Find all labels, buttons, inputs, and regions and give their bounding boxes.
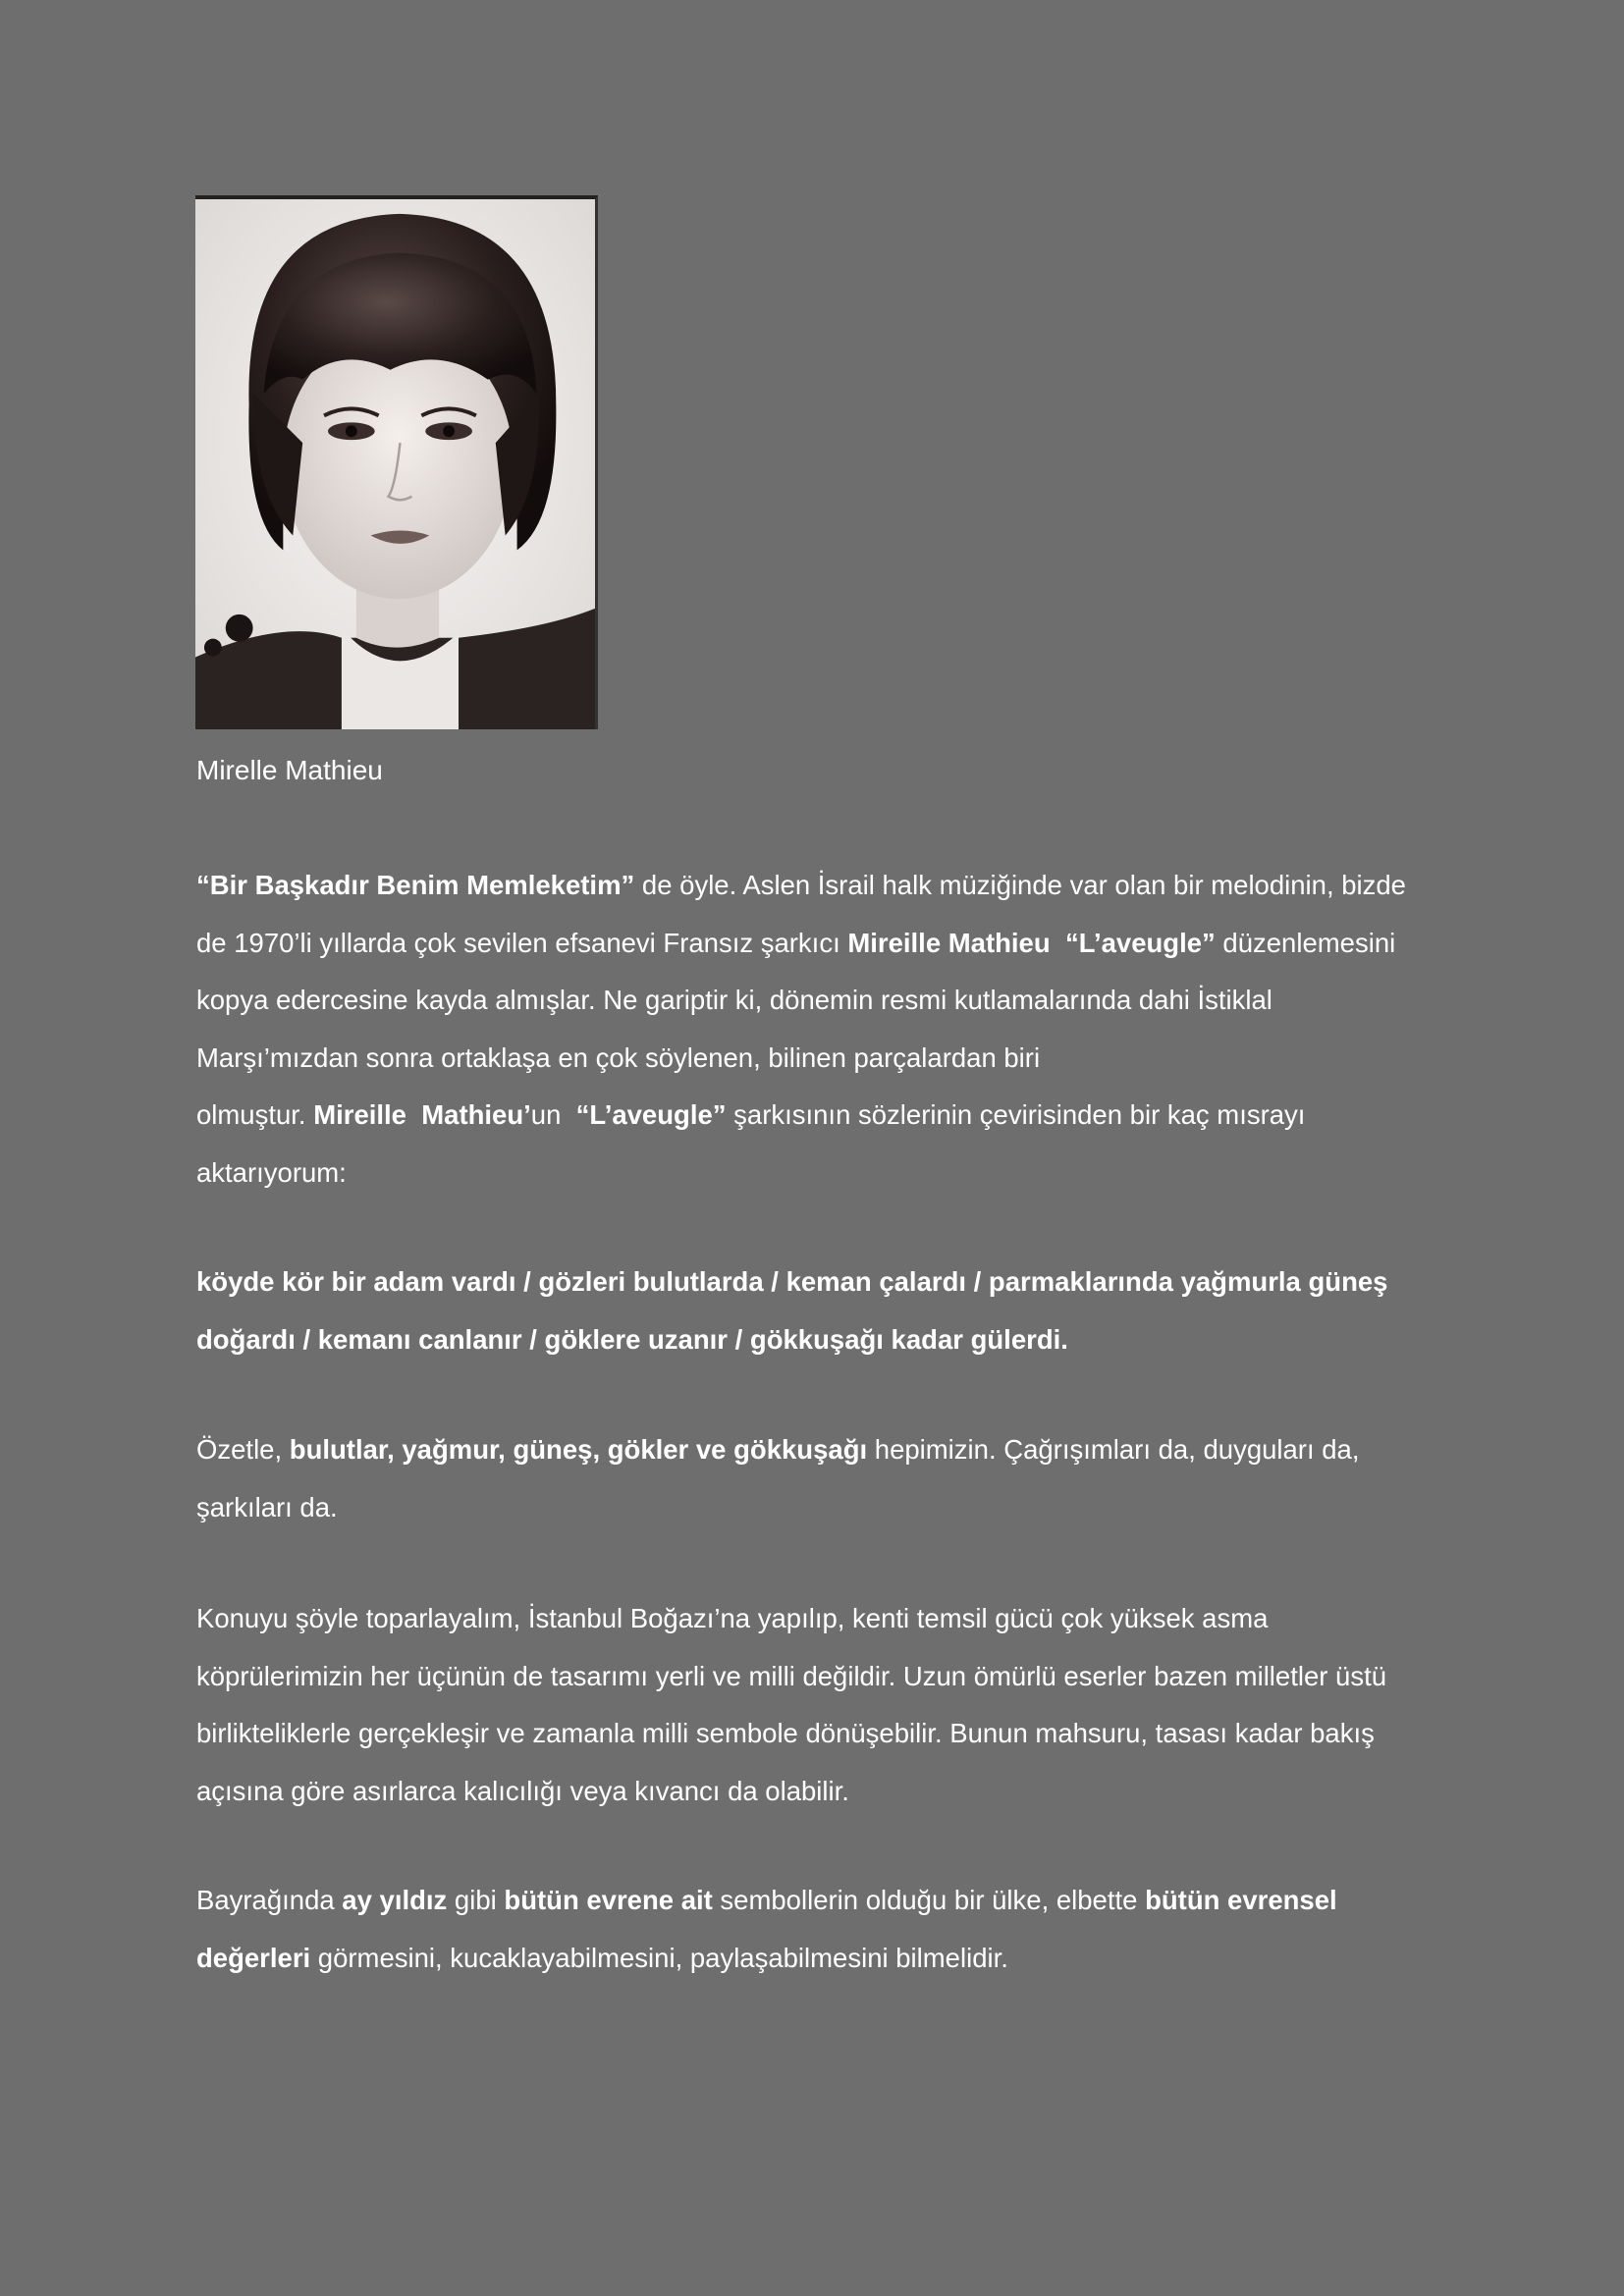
lyrics-quote bbox=[196, 1254, 1473, 1368]
song-title: “Bir Başkadır Benim Memleketim” bbox=[196, 870, 635, 900]
text-run: düzenlemesini bbox=[1215, 927, 1396, 958]
paragraph-1-line-1 bbox=[196, 857, 1473, 915]
text-run: gibi bbox=[447, 1885, 505, 1915]
paragraph-1-line-2 bbox=[196, 915, 1473, 973]
emphasis: ay yıldız bbox=[342, 1885, 448, 1915]
song-name: “L’aveugle” bbox=[575, 1099, 727, 1130]
emphasis: bütün evrene ait bbox=[504, 1885, 713, 1915]
text-run: hepimizin. Çağrışımları da, duyguları da, bbox=[867, 1434, 1360, 1465]
portrait-photo bbox=[195, 195, 598, 729]
text-run: un bbox=[530, 1099, 576, 1130]
emphasis: bütün evrensel bbox=[1145, 1885, 1337, 1915]
paragraph-4 bbox=[196, 1590, 1473, 1820]
paragraph-4-line-2: köprülerimizin her üçünün de tasarımı yerli ve milli değildir. Uzun ömürlü eserler bazen milletler üstü bbox=[196, 1660, 1387, 1691]
paragraph-5-line-1 bbox=[196, 1872, 1473, 1930]
text-run: görmesini, kucaklayabilmesini, paylaşabilmesini bilmelidir. bbox=[310, 1942, 1008, 1973]
portrait-illustration bbox=[195, 199, 595, 729]
paragraph-4-line-3: birlikteliklerle gerçekleşir ve zamanla milli sembole dönüşebilir. Bunun mahsuru, tasası kadar bakış bbox=[196, 1718, 1375, 1748]
text-run: Bayrağında bbox=[196, 1885, 343, 1915]
paragraph-4-line-4: açısına göre asırlarca kalıcılığı veya kıvancı da olabilir. bbox=[196, 1775, 849, 1806]
paragraph-1-line-5 bbox=[196, 1087, 1473, 1145]
emphasis: değerleri bbox=[196, 1942, 311, 1973]
paragraph-3 bbox=[196, 1421, 1473, 1536]
text-run: de öyle. Aslen İsrail halk müziğinde var olan bir melodinin, bizde bbox=[634, 870, 1406, 900]
paragraph-1-line-3: kopya edercesine kayda almışlar. Ne gariptir ki, dönemin resmi kutlamalarında dahi İstiklal bbox=[196, 985, 1272, 1015]
text-run: şarkısının sözlerinin çevirisinden bir kaç mısrayı bbox=[726, 1099, 1306, 1130]
emphasis: bulutlar, yağmur, güneş, gökler ve gökkuşağı bbox=[289, 1434, 868, 1465]
paragraph-3-line-2: şarkıları da. bbox=[196, 1491, 338, 1522]
paragraph-5-line-2 bbox=[196, 1930, 1473, 1988]
text-run bbox=[1051, 928, 1065, 958]
text-run: de 1970’li yıllarda çok sevilen efsanevi Fransız şarkıcı bbox=[196, 927, 848, 958]
paragraph-1-line-6: aktarıyorum: bbox=[196, 1156, 347, 1188]
lyrics-line-2: doğardı / kemanı canlanır / göklere uzanır / gökkuşağı kadar gülerdi. bbox=[196, 1323, 1068, 1355]
song-name: “L’aveugle” bbox=[1064, 927, 1216, 958]
paragraph-5 bbox=[196, 1872, 1473, 1987]
singer-name: Mireille Mathieu’ bbox=[313, 1099, 531, 1130]
photo-caption: Mirelle Mathieu bbox=[196, 755, 383, 785]
singer-name: Mireille Mathieu bbox=[847, 927, 1051, 958]
paragraph-3-line-1 bbox=[196, 1421, 1473, 1479]
paragraph-1-line-4: Marşı’mızdan sonra ortaklaşa en çok söylenen, bilinen parçalardan biri bbox=[196, 1041, 1041, 1073]
paragraph-1 bbox=[196, 857, 1473, 1201]
lyrics-line-1: köyde kör bir adam vardı / gözleri bulutlarda / keman çalardı / parmaklarında yağmurla güneş bbox=[196, 1266, 1388, 1297]
text-run: sembollerin olduğu bir ülke, elbette bbox=[712, 1885, 1146, 1915]
text-run: Özetle, bbox=[196, 1434, 290, 1465]
text-run: olmuştur. bbox=[196, 1099, 314, 1130]
paragraph-4-line-1: Konuyu şöyle toparlayalım, İstanbul Boğazı’na yapılıp, kenti temsil gücü çok yüksek asma bbox=[196, 1603, 1269, 1633]
